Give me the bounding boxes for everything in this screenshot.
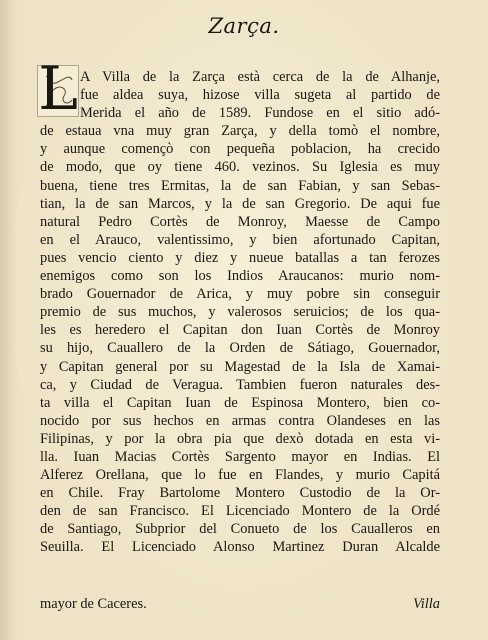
page-header: Zarça. xyxy=(208,14,280,38)
text-line: A Villa de la Zarça està cerca de la de Alhanje, xyxy=(80,69,440,85)
text-line: en el Arauco, valentissimo, y bien afortunado Capitan, xyxy=(40,231,440,248)
body-text xyxy=(40,68,440,557)
text-line: pues vencio ciento y diez y nueue batallas a tan ferozes xyxy=(40,249,440,266)
text-line: Merida el año de 1589. Fundose en el sitio adó- xyxy=(80,105,440,122)
text-line: Filipinas, y por la obra pia que dexò dotada en esta vi- xyxy=(40,430,440,447)
text-line: brado Gouernador de Arica, y muy pobre sin conseguir xyxy=(40,286,440,303)
text-line: les es heredero el Capitan don Iuan Cortès de Monroy xyxy=(40,322,440,339)
drop-cap-letter: L xyxy=(38,54,78,124)
page-footer xyxy=(40,596,440,616)
text-line: fue aldea suya, hizose villa sugeta al partido de xyxy=(80,87,440,104)
text-line: en Chile. Fray Bartolome Montero Custodio de la Or- xyxy=(40,485,440,502)
text-line: de modo, que oy tiene 460. vezinos. Su Iglesia es muy xyxy=(40,159,440,176)
closing-line: mayor de Caceres. xyxy=(40,596,147,612)
text-line: de estaua vna muy gran Zarça, y della tomò el nombre, xyxy=(40,123,440,140)
text-line: tian, la de san Marcos, y la de san Gregorio. De aqui fue xyxy=(40,195,440,212)
text-line: y aunque començò con pequeña poblacion, ha crecido xyxy=(40,141,440,158)
text-line: de Santiago, Subprior del Conueto de los Caualleros en xyxy=(40,521,440,538)
text-line: premio de sus muchos, y valerosos seruicios; de los qua- xyxy=(40,304,440,321)
text-line: enemigos como son los Indios Araucanos: murio nom- xyxy=(40,268,440,285)
text-line: nocido por sus hechos en armas contra Olandeses en las xyxy=(40,412,440,429)
text-line: den de san Francisco. El Licenciado Montero de la Ordé xyxy=(40,503,440,520)
text-line: ta villa el Capitan Iuan de Espinosa Montero, bien co- xyxy=(40,394,440,411)
catchword: Villa xyxy=(413,596,440,612)
text-line: buena, tiene tres Ermitas, la de san Fabian, y san Sebas- xyxy=(40,177,440,194)
text-line: ca, y Ciudad de Veragua. Tambien fueron naturales des- xyxy=(40,376,440,393)
text-line: su hijo, Cauallero de la Orden de Sátiago, Gouernador, xyxy=(40,340,440,357)
text-line: Alferez Orellana, que lo fue en Flandes, y murio Capitá xyxy=(40,467,440,484)
text-line: lla. Iuan Macias Cortès Sargento mayor en Indias. El xyxy=(40,448,440,465)
text-line: y Capitan general por su Magestad de la Isla de Xamai- xyxy=(40,358,440,375)
text-line: natural Pedro Cortès de Monroy, Maesse de Campo xyxy=(40,213,440,230)
text-line: Seuilla. El Licenciado Alonso Martinez Duran Alcalde xyxy=(40,539,440,556)
